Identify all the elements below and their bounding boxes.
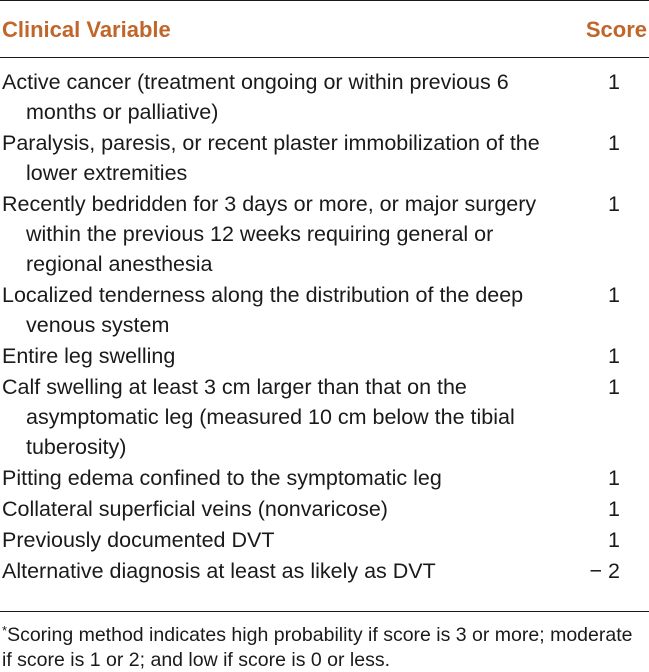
clinical-variable-cell: Calf swelling at least 3 cm larger than that on the asymptomatic leg (measured 10 cm below the tibial tuberosity) [2, 375, 515, 459]
clinical-variable-cell: Localized tenderness along the distribution of the deep venous system [2, 283, 524, 337]
score-cell: 1 [608, 283, 620, 307]
clinical-variable-cell: Active cancer (treatment ongoing or within previous 6 months or palliative) [2, 70, 509, 124]
bottom-rule [0, 611, 649, 612]
table-row [0, 128, 649, 188]
header-rule [0, 57, 649, 58]
score-cell: 1 [608, 192, 620, 216]
table-header [0, 14, 649, 46]
footnote-text: Scoring method indicates high probability if score is 3 or more; moderate if score is 1 or 2; and low if score is 0 or less. [2, 624, 633, 671]
table-row [0, 556, 649, 586]
score-cell: 1 [608, 375, 620, 399]
table-row [0, 463, 649, 493]
table-row [0, 341, 649, 371]
table-row [0, 494, 649, 524]
table-body [0, 67, 649, 587]
score-cell: − 2 [589, 559, 620, 583]
header-score: Score [585, 17, 647, 42]
footnote-marker: * [2, 623, 8, 638]
score-cell: 1 [608, 131, 620, 155]
footnote [2, 619, 647, 672]
clinical-variable-cell: Alternative diagnosis at least as likely as DVT [2, 559, 436, 583]
clinical-variable-cell: Recently bedridden for 3 days or more, or major surgery within the previous 12 weeks requiring general or regional anesthesia [2, 192, 537, 276]
table-row [0, 372, 649, 462]
top-rule [0, 0, 649, 1]
table-row [0, 67, 649, 127]
clinical-variable-cell: Entire leg swelling [2, 344, 176, 368]
score-cell: 1 [608, 466, 620, 490]
clinical-variable-cell: Pitting edema confined to the symptomatic leg [2, 466, 442, 490]
table-row [0, 525, 649, 555]
score-cell: 1 [608, 528, 620, 552]
score-cell: 1 [608, 344, 620, 368]
clinical-variable-cell: Paralysis, paresis, or recent plaster immobilization of the lower extremities [2, 131, 540, 185]
table-row [0, 280, 649, 340]
clinical-variable-cell: Previously documented DVT [2, 528, 275, 552]
score-cell: 1 [608, 70, 620, 94]
clinical-variable-cell: Collateral superficial veins (nonvaricose) [2, 497, 388, 521]
score-cell: 1 [608, 497, 620, 521]
header-clinical-variable: Clinical Variable [2, 17, 171, 42]
table-row [0, 189, 649, 279]
